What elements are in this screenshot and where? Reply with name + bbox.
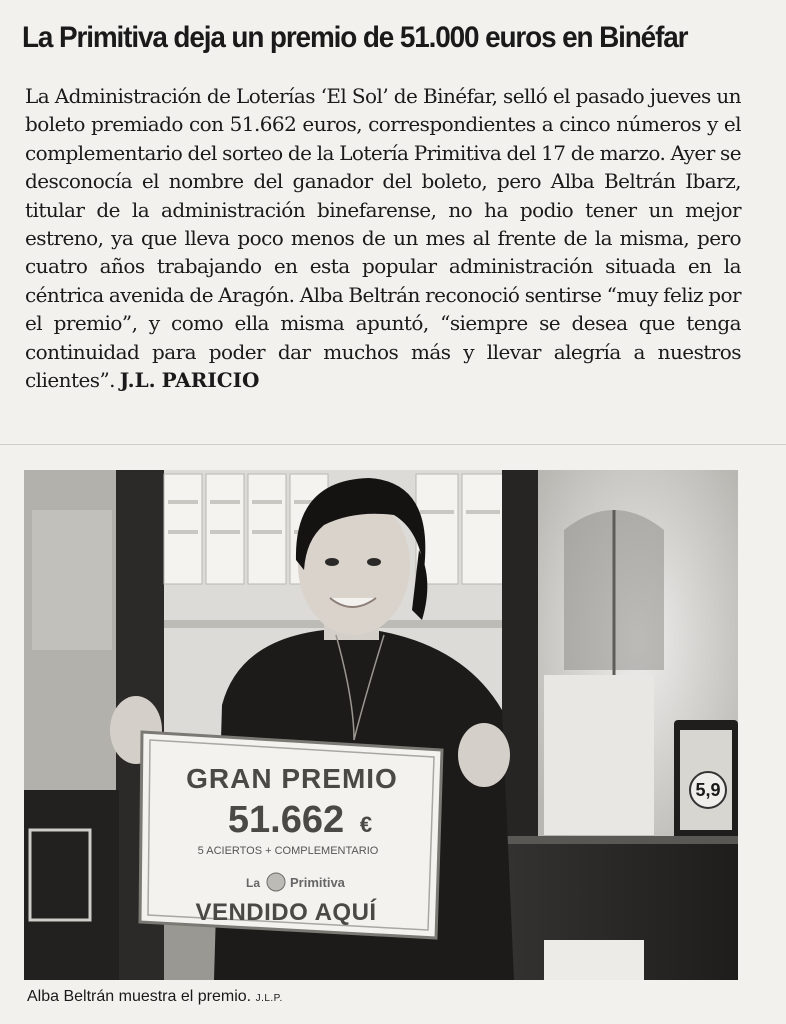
prize-sign bbox=[140, 732, 442, 938]
photo-credit: J.L.P. bbox=[255, 993, 283, 1004]
terminal-price: 5,9 bbox=[695, 780, 721, 800]
article-body bbox=[25, 82, 741, 394]
sign-brand-logo-icon bbox=[267, 873, 285, 891]
sign-title: GRAN PREMIO bbox=[186, 763, 398, 794]
section-divider bbox=[0, 444, 786, 445]
photo-scene bbox=[24, 470, 738, 980]
headline: La Primitiva deja un premio de 51.000 euros en Binéfar bbox=[22, 21, 688, 54]
right-hand bbox=[458, 723, 510, 787]
sign-amount: 51.662 bbox=[227, 799, 345, 841]
caption-text: Alba Beltrán muestra el premio. bbox=[27, 988, 252, 1005]
news-photo bbox=[24, 470, 738, 980]
sign-footer: VENDIDO AQUÍ bbox=[195, 899, 377, 926]
sign-brand: Primitiva bbox=[290, 875, 345, 890]
sign-currency: € bbox=[359, 812, 373, 837]
sign-subtitle: 5 ACIERTOS + COMPLEMENTARIO bbox=[197, 845, 379, 857]
byline: J.L. PARICIO bbox=[119, 368, 260, 393]
interior-paper bbox=[544, 675, 654, 835]
sign-brand-prefix: La bbox=[245, 876, 260, 890]
left-box bbox=[24, 790, 119, 980]
article-paragraph: La Administración de Loterías ‘El Sol’ de Binéfar, selló el pasado jueves un boleto premiado con 51.662 euros, correspondientes a cinco números y el complementario del sorteo de la Lotería Primitiva del 17 de marzo. Ayer se desconocía el nombre del ganador del boleto, pero Alba Beltrán Ibarz, titular de la administración binefarense, no ha podio tener un mejor estreno, ya que lleva poco menos de un mes al frente de la misma, pero cuatro años trabajando en esta popular administración situada en la céntrica avenida de Aragón. Alba Beltrán reconoció sentirse “muy feliz por el premio”, y como ella misma apuntó, “siempre se desea que tenga continuidad para poder dar muchos más y llevar alegría a nuestros clientes”. bbox=[25, 84, 741, 393]
photo-caption bbox=[27, 988, 283, 1006]
